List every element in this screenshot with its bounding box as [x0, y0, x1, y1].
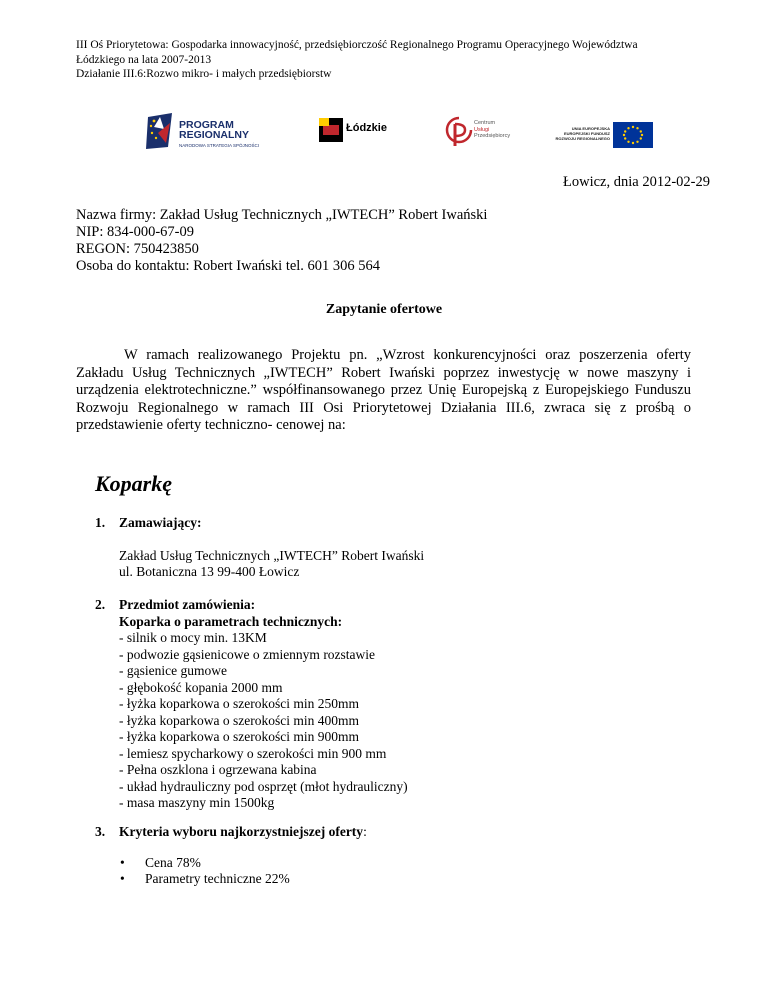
eu-logo-line2: EUROPEJSKI FUNDUSZ — [563, 131, 610, 136]
section-number: 3. — [95, 824, 106, 839]
eu-logo-line1: UNIA EUROPEJSKA — [571, 126, 610, 131]
spec-line: - silnik o mocy min. 13KM — [119, 630, 267, 645]
spec-line: - masa maszyny min 1500kg — [119, 795, 275, 810]
spec-line: - lemiesz spycharkowy o szerokości min 900 mm — [119, 745, 387, 761]
section-heading: Przedmiot zamówienia: — [119, 597, 256, 612]
lodzkie-logo-text: Łódzkie — [346, 122, 387, 134]
section-order-subject — [95, 597, 408, 812]
company-name: Nazwa firmy: Zakład Usług Technicznych „IWTECH” Robert Iwański — [76, 207, 488, 223]
company-nip: NIP: 834-000-67-09 — [76, 224, 195, 240]
section-number: 2. — [95, 597, 106, 612]
ordering-party-address: ul. Botaniczna 13 99-400 Łowicz — [119, 564, 300, 579]
section-ordering-party — [95, 515, 424, 581]
eu-flag-icon — [613, 122, 653, 148]
spec-line: - układ hydrauliczny pod osprzęt (młot hydrauliczny) — [119, 778, 408, 794]
criteria-list — [95, 855, 367, 888]
centrum-mark-icon — [445, 116, 473, 150]
header-note-line: Łódzkiego na lata 2007-2013 — [76, 53, 212, 66]
item-title: Koparkę — [95, 471, 172, 496]
program-flag-icon — [146, 113, 174, 149]
program-logo-line2: REGIONALNY — [179, 129, 250, 141]
document-title: Zapytanie ofertowe — [325, 302, 443, 317]
program-header-note — [76, 38, 716, 82]
document-date: Łowicz, dnia 2012-02-29 — [563, 174, 710, 190]
criteria-item — [95, 855, 367, 872]
section-heading: Kryteria wyboru najkorzystniejszej oferty — [119, 824, 364, 839]
centrum-logo-line1: Centrum — [474, 120, 496, 126]
header-note-line: Działanie III.6:Rozwo mikro- i małych przedsiębiorstw — [76, 68, 332, 80]
section-heading-colon: : — [363, 824, 367, 839]
criteria-item — [95, 871, 367, 888]
program-logo-line1: PROGRAM — [179, 119, 234, 131]
criteria-item-text: Parametry techniczne 22% — [145, 871, 290, 886]
ordering-party-name: Zakład Usług Technicznych „IWTECH” Robert Iwański — [119, 547, 425, 563]
company-regon: REGON: 750423850 — [76, 241, 199, 257]
lodzkie-mark-icon — [319, 118, 343, 142]
company-contact: Osoba do kontaktu: Robert Iwański tel. 601 306 564 — [76, 258, 381, 274]
eu-logo-line3: ROZWOJU REGIONALNEGO — [555, 136, 610, 141]
spec-subheading: Koparka o parametrach technicznych: — [119, 613, 343, 629]
bullet-icon: • — [120, 854, 125, 870]
spec-line: - łyżka koparkowa o szerokości min 900mm — [119, 729, 359, 744]
spec-line: - łyżka koparkowa o szerokości min 400mm — [119, 712, 359, 728]
program-logo-sub: NARODOWA STRATEGIA SPÓJNOŚCI — [179, 143, 260, 148]
bullet-icon: • — [120, 871, 125, 886]
program-regionalny-logo — [146, 108, 276, 158]
spec-line: - podwozie gąsienicowe o zmiennym rozstawie — [119, 646, 376, 662]
spec-line: - głębokość kopania 2000 mm — [119, 679, 283, 695]
section-number: 1. — [95, 515, 106, 530]
section-heading: Zamawiający: — [119, 515, 202, 530]
centrum-logo-line3: Przedsiębiorcy — [474, 133, 511, 139]
intro-paragraph: W ramach realizowanego Projektu pn. „Wzrost konkurencyjności oraz poszerzenia oferty Zakładu Usług Technicznych „IWTECH” Robert Iwański poprzez inwestycję w nowe maszyny i urządzenia elektrotechniczne.” współfinansowanego przez Unię Europejską z Europejskiego Funduszu Rozwoju Regionalnego w ramach III Osi Priorytetowej Działania III.6, zwraca się z prośbą o przedstawienie oferty techniczno- cenowej na: — [76, 347, 691, 433]
logos-bar — [0, 108, 768, 158]
criteria-item-text: Cena 78% — [145, 854, 201, 870]
company-info — [76, 207, 487, 275]
header-note-line: III Oś Priorytetowa: Gospodarka innowacyjność, przedsiębiorczość Regionalnego Programu Operacyjnego Województwa — [76, 39, 638, 51]
lodzkie-logo — [319, 108, 399, 158]
centrum-logo-line2: Usługi — [474, 126, 490, 133]
eu-fund-logo — [548, 108, 658, 158]
spec-line: - łyżka koparkowa o szerokości min 250mm — [119, 696, 359, 711]
centrum-uslugi-logo — [445, 108, 515, 158]
section-selection-criteria — [95, 824, 367, 888]
spec-line: - gąsienice gumowe — [119, 663, 227, 678]
spec-line: - Pełna oszklona i ogrzewana kabina — [119, 762, 317, 777]
